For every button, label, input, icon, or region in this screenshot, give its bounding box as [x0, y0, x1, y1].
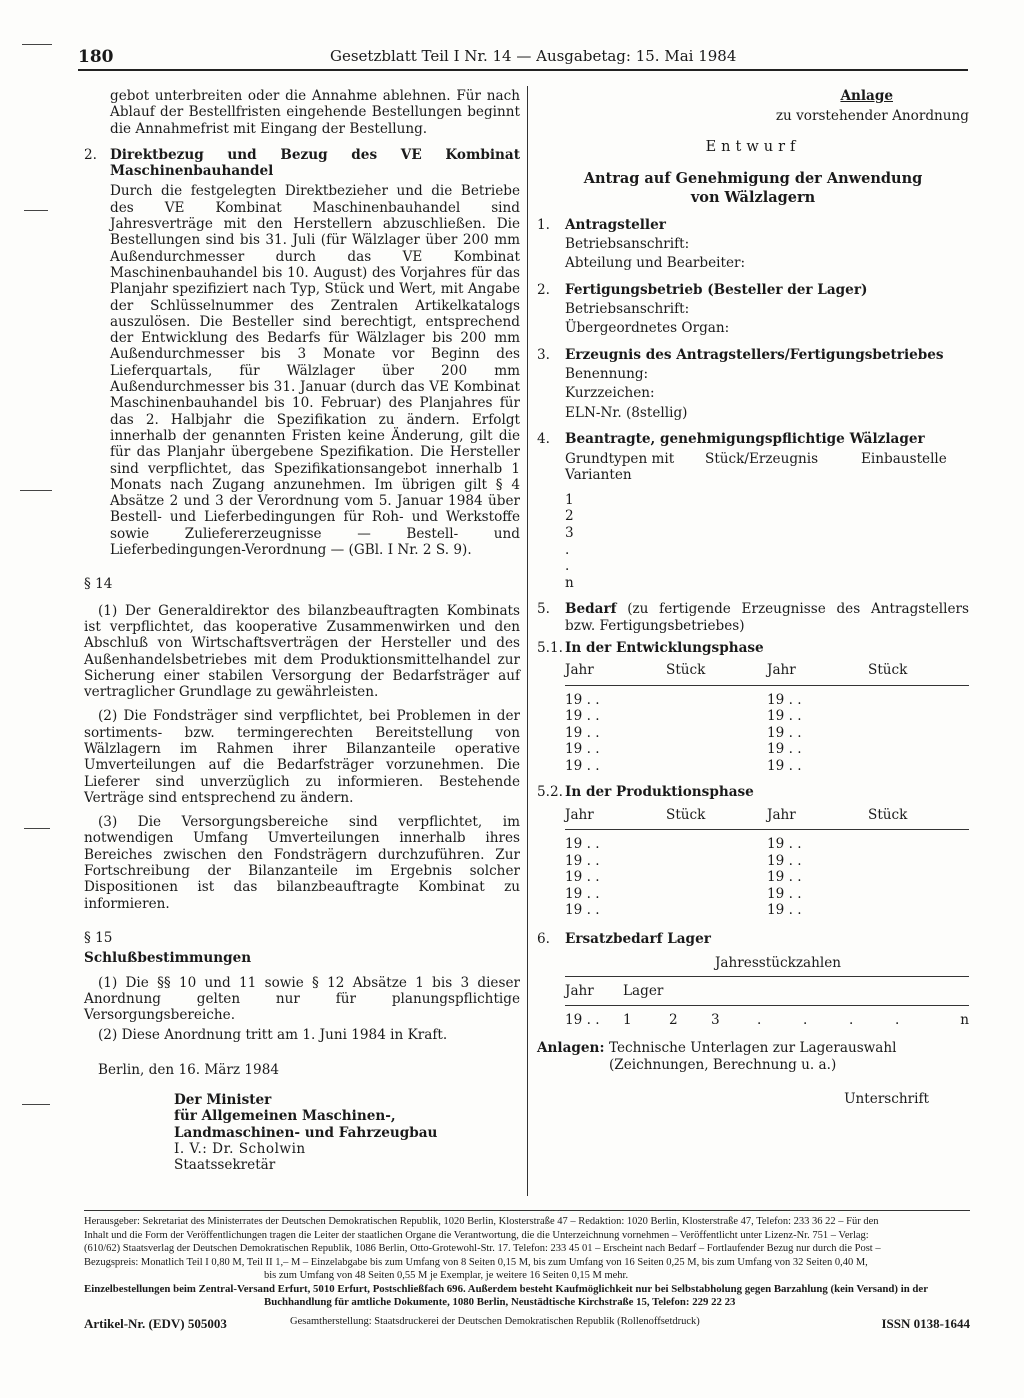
form-item-5	[537, 601, 969, 634]
year-cell: 19 . .	[767, 902, 802, 919]
form-field-label: Kurzzeichen:	[565, 385, 655, 402]
table-row	[565, 692, 969, 709]
signature-label: Unterschrift	[844, 1090, 929, 1107]
article-number: Artikel-Nr. (EDV) 505003	[84, 1316, 227, 1331]
bearing-cell: .	[849, 1011, 854, 1028]
item-number: 6.	[537, 931, 550, 948]
column-header: Grundtypen mit Varianten	[565, 451, 675, 484]
form-item-6	[537, 931, 969, 947]
scan-mark	[22, 1104, 50, 1105]
section-14-paragraph-1: (1) Der Generaldirektor des bilanzbeauftragten Kombinats ist verpflichtet, das kooperative Zusammenwirken und den Abschluß von Wirtschaftsverträgen der Hersteller und des Außenhandelsbetriebes mit dem Produktionsmittelhandel zur Sicherung einer stabilen Versorgung der Bedarfsträger auf vertraglicher Grundlage zu gewährleisten.	[84, 602, 520, 701]
item-number: 3.	[537, 346, 550, 363]
signature-line: Der Minister	[174, 1092, 272, 1109]
form-field-label: ELN-Nr. (8stellig)	[565, 404, 688, 421]
bearing-cell: n	[960, 1011, 969, 1028]
year-cell: 19 . .	[565, 724, 600, 741]
item-number: 4.	[537, 430, 550, 447]
imprint-line: Bezugspreis: Monatlich Teil I 0,80 M, Teil II 1,– M – Einzelabgabe bis zum Umfang von 8 Seiten 0,15 M, bis zum Umfang von 16 Seiten 0,25 M, bis zum Umfang von 32 Seiten 0,40 M,	[84, 1256, 868, 1268]
intro-paragraph: gebot unterbreiten oder die Annahme ablehnen. Für nach Ablauf der Bestellfristen eingehende Bestellungen beginnt die Annahmefrist mit Eingang der Bestellung.	[110, 88, 520, 137]
annual-quantities-label: Jahresstückzahlen	[714, 955, 842, 972]
item-number: 1.	[537, 216, 550, 233]
table-row	[565, 758, 969, 775]
year-cell: 19 . .	[565, 691, 600, 708]
table-row	[565, 708, 969, 725]
form-item-5-2	[537, 784, 969, 800]
bearing-cell: 3	[711, 1011, 720, 1028]
year-cell: 19 . .	[767, 691, 802, 708]
bearing-cell: .	[757, 1011, 762, 1028]
imprint-line: bis zum Umfang von 48 Seiten 0,55 M je Exemplar, je weitere 16 Seiten 0,15 M mehr.	[264, 1270, 629, 1281]
scan-mark	[22, 44, 52, 45]
column-header: Jahr	[565, 806, 594, 823]
column-header: Jahr	[767, 806, 796, 823]
bearing-cell: .	[895, 1011, 900, 1028]
imprint-line: Herausgeber: Sekretariat des Ministerrates der Deutschen Demokratischen Republik, 1020 Berlin, Klosterstraße 47 – Redaktion: 1020 Berlin, Klosterstraße 47, Telefon: 233 36 22 – Für den	[84, 1216, 879, 1227]
column-header: Stück	[868, 662, 908, 679]
form-item-1	[537, 217, 969, 272]
table-row	[565, 853, 969, 870]
attachments-text: Technische Unterlagen zur Lagerauswahl (Zeichnungen, Berechnung u. a.)	[609, 1040, 897, 1073]
year-cell: 19 . .	[767, 885, 802, 902]
item-text: Durch die festgelegten Direktbezieher und die Betriebe des VE Kombinat Maschinenbauhandel sind Jahresverträge mit den Herstellern abzuschließen. Die Bestellungen sind bis 31. Juli (für Wälzlager über 200 mm Außendurchmesser durch das VE Kombinat Maschinenbauhandel bis 10. August) des Vorjahres für das Planjahr spezifiziert nach Typ, Stück und Wert, mit Angabe der Schlüsselnummer des Zentralen Artikelkatalogs auszulösen. Die Besteller sind berechtigt, entsprechend der Entwicklung des Bedarfs für Wälzlager bis 200 mm Außendurchmesser bis 3 Monate vor Beginn des Lieferquartals, für Wälzlager über 200 mm Außendurchmesser bis 31. Januar (durch das VE Kombinat Maschinenbauhandel bis 10. Februar) des Planjahres für das 2. Halbjahr die Spezifikation zu ändern. Erfolgt innerhalb der genannten Fristen keine Änderung, gilt die für das Planjahr übergebene Spezifikation. Die Hersteller sind verpflichtet, das Spezifikationsangebot innerhalb 1 Monats nach Zugang anzunehmen. Im übrigen gilt § 4 Absätze 2 und 3 der Verordnung vom 5. Januar 1984 über Bestell- und Lieferbedingungen für Roh- und Werkstoffe sowie Zuliefererzeugnisse — Bestell- und Lieferbedingungen-Verordnung — (GBl. I Nr. 2 S. 9).	[110, 183, 520, 559]
item-title: In der Produktionsphase	[565, 784, 754, 801]
form-item-3	[537, 347, 969, 421]
bearing-row-number: n	[565, 574, 574, 591]
item-title: Bedarf	[565, 601, 617, 618]
section-15-paragraph-1: (1) Die §§ 10 und 11 sowie § 12 Absätze 1 bis 3 dieser Anordnung gelten nur für planungspflichtige Versorgungsbereiche.	[84, 974, 520, 1024]
place-date: Berlin, den 16. März 1984	[98, 1061, 279, 1078]
page-header	[78, 45, 968, 71]
scan-mark	[24, 828, 50, 829]
production-phase-table	[565, 807, 969, 919]
table-row	[565, 886, 969, 903]
form-field-label: Benennung:	[565, 365, 649, 382]
column-header: Stück	[666, 662, 706, 679]
bearing-columns	[565, 451, 969, 484]
item-title: Beantragte, genehmigungspflichtige Wälzlager	[565, 430, 925, 447]
column-divider	[527, 86, 528, 1196]
year-cell: 19 . .	[565, 902, 600, 919]
year-cell: 19 . .	[767, 836, 802, 853]
form-title-line-2: von Wälzlagern	[690, 188, 816, 206]
bearing-row-list	[565, 492, 969, 592]
table-body	[565, 836, 969, 919]
signature-block	[174, 1092, 520, 1173]
item-title: Antragsteller	[565, 216, 666, 233]
item-title: Ersatzbedarf Lager	[565, 931, 711, 948]
year-cell: 19 . .	[565, 741, 600, 758]
item-text: (zu fertigende Erzeugnisse des Antragstellers bzw. Fertigungsbetriebes)	[565, 601, 969, 634]
section-14-paragraph-2: (2) Die Fondsträger sind verpflichtet, bei Problemen in der sortiments- bzw. termingerechten Bereitstellung von Wälzlagern im Rahmen ihrer Bilanzanteile operative Umverteilungen auf die Bedarfsträger vorzunehmen. Die Lieferer sind unverzüglich zu informieren. Bestehende Verträge sind entsprechend zu ändern.	[84, 708, 520, 806]
signature-line: für Allgemeinen Maschinen-,	[174, 1108, 396, 1125]
bearing-cell: .	[803, 1011, 808, 1028]
section-15-title: Schlußbestimmungen	[84, 950, 252, 967]
column-header: Einbaustelle	[861, 451, 947, 468]
item-number: 5.1.	[537, 639, 563, 656]
left-column	[84, 88, 520, 1174]
spare-parts-table-header	[565, 976, 969, 1006]
spare-parts-row	[565, 1012, 969, 1028]
form-field-label: Abteilung und Bearbeiter:	[565, 255, 746, 272]
bearing-row-number: 3	[565, 524, 574, 541]
column-header: Jahr	[565, 662, 594, 679]
year-cell: 19 . .	[565, 1011, 600, 1028]
bearing-row-number: .	[565, 541, 570, 558]
table-header	[565, 662, 969, 685]
scan-mark	[24, 210, 48, 211]
year-cell: 19 . .	[565, 708, 600, 725]
year-cell: 19 . .	[565, 885, 600, 902]
year-cell: 19 . .	[767, 741, 802, 758]
section-15-paragraph-2: (2) Diese Anordnung tritt am 1. Juni 1984 in Kraft.	[98, 1027, 448, 1044]
anlage-label: Anlage	[840, 88, 893, 104]
year-cell: 19 . .	[767, 869, 802, 886]
table-row	[565, 902, 969, 919]
item-title: Direktbezug und Bezug des VE Kombinat Maschinenbauhandel	[110, 146, 520, 180]
bearing-cell: 1	[623, 1011, 632, 1028]
year-cell: 19 . .	[767, 757, 802, 774]
bearing-cell: 2	[669, 1011, 678, 1028]
imprint-line: (610/62) Staatsverlag der Deutschen Demokratischen Republik, 1086 Berlin, Otto-Grotewohl-Str. 17. Telefon: 233 45 01 – Erscheint nach Bedarf – Fortlaufender Bezug nur durch die Post –	[84, 1243, 881, 1254]
page-number: 180	[78, 47, 114, 67]
item-title: Erzeugnis des Antragstellers/Fertigungsbetriebes	[565, 346, 944, 363]
year-cell: 19 . .	[565, 869, 600, 886]
ordering-line: Einzelbestellungen beim Zentral-Versand Erfurt, 5010 Erfurt, Postschließfach 696. Außerdem besteht Kaufmöglichkeit nur bei Selbstabholung gegen Barzahlung (kein Versand) in der	[84, 1282, 928, 1295]
section-15-heading: § 15	[84, 929, 113, 946]
year-cell: 19 . .	[565, 836, 600, 853]
column-header: Stück	[868, 806, 908, 823]
scan-mark	[20, 490, 52, 491]
section-14-paragraph-3: (3) Die Versorgungsbereiche sind verpflichtet, im notwendigen Umfang Umverteilungen innerhalb ihres Bereiches zwischen den Fondsträgern durchzuführen. Zur Fortschreibung der Bilanzanteile im Ergebnis solcher Dispositionen ist das bilanzbeauftragte Kombinat zu informieren.	[84, 814, 520, 912]
imprint-line: Inhalt und die Form der Veröffentlichungen tragen die Leiter der staatlichen Organe die Verantwortung, die die Unterzeichnung vornehmen – Veröffentlicht unter Lizenz-Nr. 751 – Verlag:	[84, 1229, 869, 1241]
ordering-line: Buchhandlung für amtliche Dokumente, 1080 Berlin, Neustädtische Kirchstraße 15, Telefon: 229 22 23	[264, 1296, 736, 1308]
bearing-row-number: 1	[565, 491, 574, 508]
item-title: In der Entwicklungsphase	[565, 639, 764, 656]
form-title-line-1: Antrag auf Genehmigung der Anwendung	[583, 169, 923, 187]
year-cell: 19 . .	[767, 724, 802, 741]
year-cell: 19 . .	[767, 708, 802, 725]
entwurf-label: Entwurf	[705, 138, 801, 155]
signature-line: I. V.: Dr. Scholwin	[174, 1140, 306, 1157]
table-header	[565, 807, 969, 830]
item-number: 2.	[84, 146, 97, 163]
development-phase-table	[565, 662, 969, 774]
form-item-5-1	[537, 640, 969, 656]
table-row	[565, 836, 969, 853]
attachments-label: Anlagen:	[537, 1040, 605, 1057]
section-14-heading: § 14	[84, 576, 113, 593]
signature-line: Staatssekretär	[174, 1157, 276, 1174]
issn: ISSN 0138-1644	[881, 1316, 970, 1331]
anlage-subtitle: zu vorstehender Anordnung	[775, 108, 969, 125]
column-header: Jahr	[767, 662, 796, 679]
item-title: Fertigungsbetrieb (Besteller der Lager)	[565, 281, 868, 298]
gazette-title: Gesetzblatt Teil I Nr. 14 — Ausgabetag: 15. Mai 1984	[330, 47, 737, 65]
column-header: Stück/Erzeugnis	[705, 451, 819, 468]
table-body	[565, 692, 969, 775]
imprint-footer	[84, 1210, 970, 1310]
table-row	[565, 869, 969, 886]
right-column	[537, 88, 969, 1107]
column-header: Stück	[666, 806, 706, 823]
signature-line: Landmaschinen- und Fahrzeugbau	[174, 1124, 438, 1141]
bearing-row-number: .	[565, 558, 570, 575]
item-number: 5.	[537, 601, 550, 618]
column-header: Jahr	[565, 982, 594, 999]
form-item-2	[537, 282, 969, 337]
table-row	[565, 741, 969, 758]
printer-credit: Gesamtherstellung: Staatsdruckerei der Deutschen Demokratischen Republik (Rollenoffsetdruck)	[290, 1316, 700, 1327]
table-row	[565, 725, 969, 742]
item-number: 2.	[537, 281, 550, 298]
form-field-label: Übergeordnetes Organ:	[565, 320, 730, 337]
form-field-label: Betriebsanschrift:	[565, 301, 690, 318]
year-cell: 19 . .	[767, 852, 802, 869]
item-number: 5.2.	[537, 784, 563, 801]
year-cell: 19 . .	[565, 757, 600, 774]
form-field-label: Betriebsanschrift:	[565, 236, 690, 253]
attachments	[537, 1040, 969, 1073]
column-header: Lager	[623, 982, 664, 999]
bearing-row-number: 2	[565, 508, 574, 525]
item-2	[84, 147, 520, 558]
year-cell: 19 . .	[565, 852, 600, 869]
form-item-4	[537, 431, 969, 591]
